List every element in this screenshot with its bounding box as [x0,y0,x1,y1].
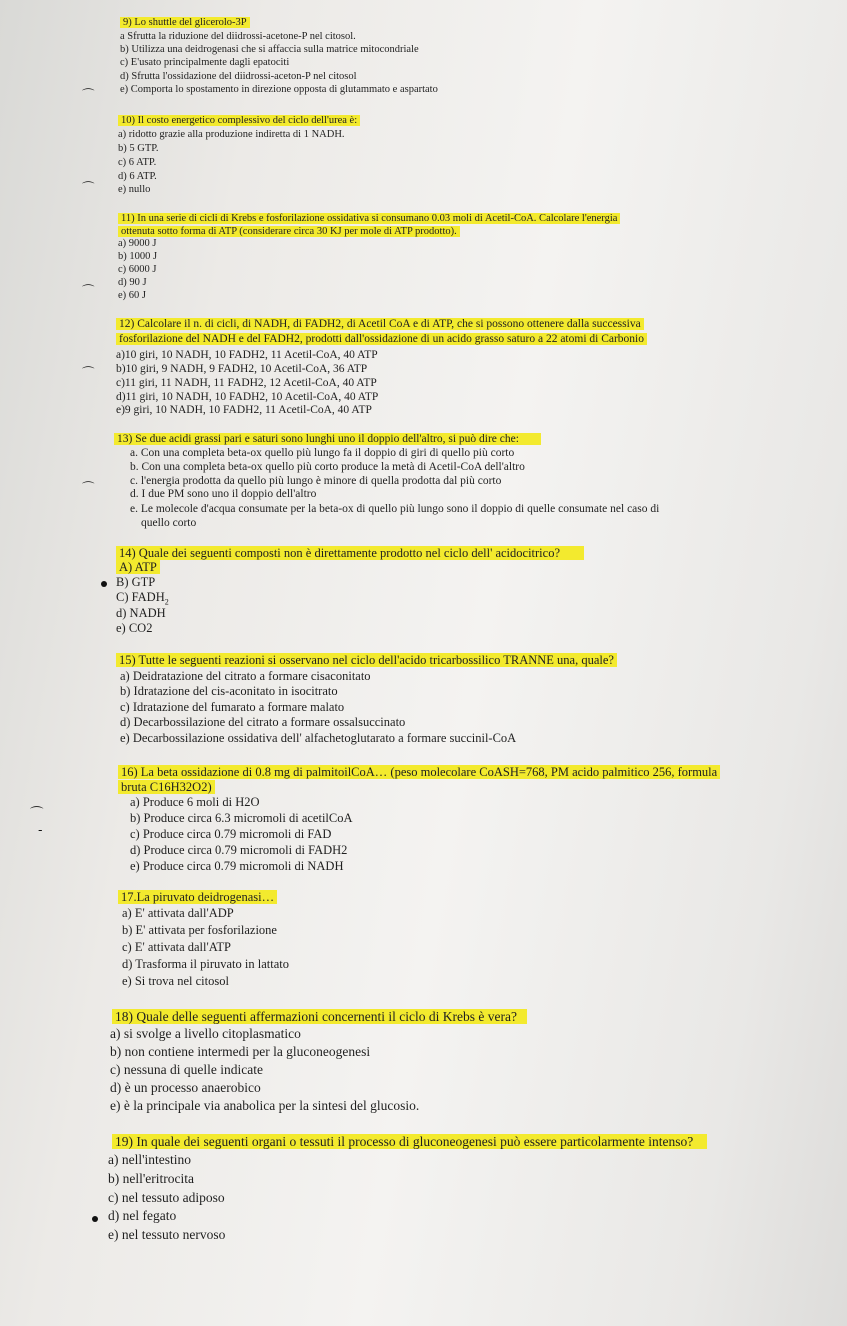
option: b) 5 GTP. [118,143,159,154]
option: e) Decarbossilazione ossidativa dell' alfachetoglutarato a formare succinil-CoA [120,731,517,745]
option-continuation: quello corto [141,517,197,529]
option: a. Con una completa beta-ox quello più lungo fa il doppio di giri di quello più corto [130,447,515,459]
option: e. Le molecole d'acqua consumate per la beta-ox di quello più lungo sono il doppio di quelle consumate nel caso di [130,503,660,515]
option: e) nel tessuto nervoso [108,1227,226,1242]
option: e)9 giri, 10 NADH, 10 FADH2, 11 Acetil-CoA, 40 ATP [116,404,372,416]
option: d) è un processo anaerobico [110,1080,261,1095]
option: a) E' attivata dall'ADP [122,906,234,920]
option: d. I due PM sono uno il doppio dell'altro [130,488,317,500]
question-title: 19) In quale dei seguenti organi o tessuti il processo di gluconeogenesi può essere particolarmente intenso? [112,1134,707,1149]
option: e) Produce circa 0.79 micromoli di NADH [130,859,344,873]
option: b)10 giri, 9 NADH, 9 FADH2, 10 Acetil-CoA, 36 ATP [116,363,368,375]
option: c)11 giri, 11 NADH, 11 FADH2, 12 Acetil-CoA, 40 ATP [116,377,377,389]
option: d) nel fegato [108,1208,177,1223]
option: d)11 giri, 10 NADH, 10 FADH2, 10 Acetil-CoA, 40 ATP [116,391,379,403]
option: b) nell'eritrocita [108,1171,195,1186]
option: A) ATP [116,560,160,574]
tick-mark-icon: - [38,822,43,837]
option: a) nell'intestino [108,1152,192,1167]
option: b) E' attivata per fosforilazione [122,923,277,937]
answer-dot-icon [92,1216,98,1222]
option: d) Decarbossilazione del citrato a formare ossalsuccinato [120,715,406,729]
option: e) nullo [118,184,151,195]
option: b) non contiene intermedi per la gluconeogenesi [110,1044,371,1059]
option: c) Produce circa 0.79 micromoli di FAD [130,827,332,841]
question-title: bruta C16H32O2) [118,780,215,794]
option: a) 9000 J [118,238,157,249]
option: c. l'energia prodotta da quello più lungo è minore di quella prodotta dal più corto [130,475,502,487]
option: c) 6000 J [118,264,157,275]
option: e) CO2 [116,621,153,635]
option: c) Idratazione del fumarato a formare malato [120,700,345,714]
answer-check-mark-icon: ⌒ [82,87,95,102]
question-title: 11) In una serie di cicli di Krebs e fosforilazione ossidativa si consumano 0.03 moli di Acetil-CoA. Calcolare l'energia [118,213,620,224]
question-title: 12) Calcolare il n. di cicli, di NADH, di FADH2, di Acetil CoA e di ATP, che si possono ottenere dalla successiva [116,318,644,330]
option: d) NADH [116,606,166,620]
option: e) è la principale via anabolica per la sintesi del glucosio. [110,1098,420,1113]
option: a) Deidratazione del citrato a formare cisaconitato [120,669,371,683]
option: c) nel tessuto adiposo [108,1190,225,1205]
option: c) E'usato principalmente dagli epatociti [120,57,290,68]
question-title: 13) Se due acidi grassi pari e saturi sono lunghi uno il doppio dell'altro, si può dire che: [114,433,541,445]
answer-check-mark-icon: ⌒ [82,365,95,380]
question-title: 10) Il costo energetico complessivo del ciclo dell'urea è: [118,115,360,126]
question-title: 16) La beta ossidazione di 0.8 mg di palmitoilCoA… (peso molecolare CoASH=768, PM acido palmitico 256, formula [118,765,720,779]
option: a) si svolge a livello citoplasmatico [110,1026,301,1041]
question-title: 9) Lo shuttle del glicerolo-3P [120,17,250,28]
option: b. Con una completa beta-ox quello più corto produce la metà di Acetil-CoA dell'altro [130,461,525,473]
option: e) 60 J [118,290,146,301]
answer-dot-icon [101,581,107,587]
option: d) 90 J [118,277,147,288]
question-title: ottenuta sotto forma di ATP (considerare circa 30 KJ per mole di ATP prodotto). [118,226,460,237]
option: b) Utilizza una deidrogenasi che si affaccia sulla matrice mitocondriale [120,44,419,55]
answer-check-mark-icon: ⌒ [82,480,95,495]
option: a Sfrutta la riduzione del diidrossi-acetone-P nel citosol. [120,31,356,42]
subscript: 2 [164,597,169,607]
question-title: fosforilazione del NADH e del FADH2, prodotti dall'ossidazione di un acido grasso saturo a 22 atomi di Carbonio [116,333,647,345]
question-title: 18) Quale delle seguenti affermazioni concernenti il ciclo di Krebs è vera? [112,1009,527,1024]
option: e) Comporta lo spostamento in direzione opposta di glutammato e aspartato [120,84,438,95]
question-title: 15) Tutte le seguenti reazioni si osservano nel ciclo dell'acido tricarbossilico TRANNE una, quale? [116,653,617,667]
option: b) Idratazione del cis-aconitato in isocitrato [120,684,338,698]
option: a) ridotto grazie alla produzione indiretta di 1 NADH. [118,129,345,140]
option: d) Produce circa 0.79 micromoli di FADH2 [130,843,348,857]
option: b) 1000 J [118,251,158,262]
option: B) GTP [116,575,156,589]
option: a) Produce 6 moli di H2O [130,795,260,809]
question-title: 14) Quale dei seguenti composti non è direttamente prodotto nel ciclo dell' acidocitrico? [116,546,584,560]
option: d) Sfrutta l'ossidazione del diidrossi-aceton-P nel citosol [120,71,357,82]
answer-check-mark-icon: ⌒ [82,180,95,195]
option: C) FADH [116,590,165,604]
option: a)10 giri, 10 NADH, 10 FADH2, 11 Acetil-CoA, 40 ATP [116,349,378,361]
option: d) Trasforma il piruvato in lattato [122,957,289,971]
option: b) Produce circa 6.3 micromoli di acetilCoA [130,811,353,825]
answer-check-mark-icon: ⌒ [30,806,44,822]
option: e) Si trova nel citosol [122,974,229,988]
answer-check-mark-icon: ⌒ [82,283,95,298]
option: d) 6 ATP. [118,171,157,182]
option: c) nessuna di quelle indicate [110,1062,263,1077]
question-title: 17.La piruvato deidrogenasi… [118,890,277,904]
option: c) E' attivata dall'ATP [122,940,231,954]
option: c) 6 ATP. [118,157,157,168]
